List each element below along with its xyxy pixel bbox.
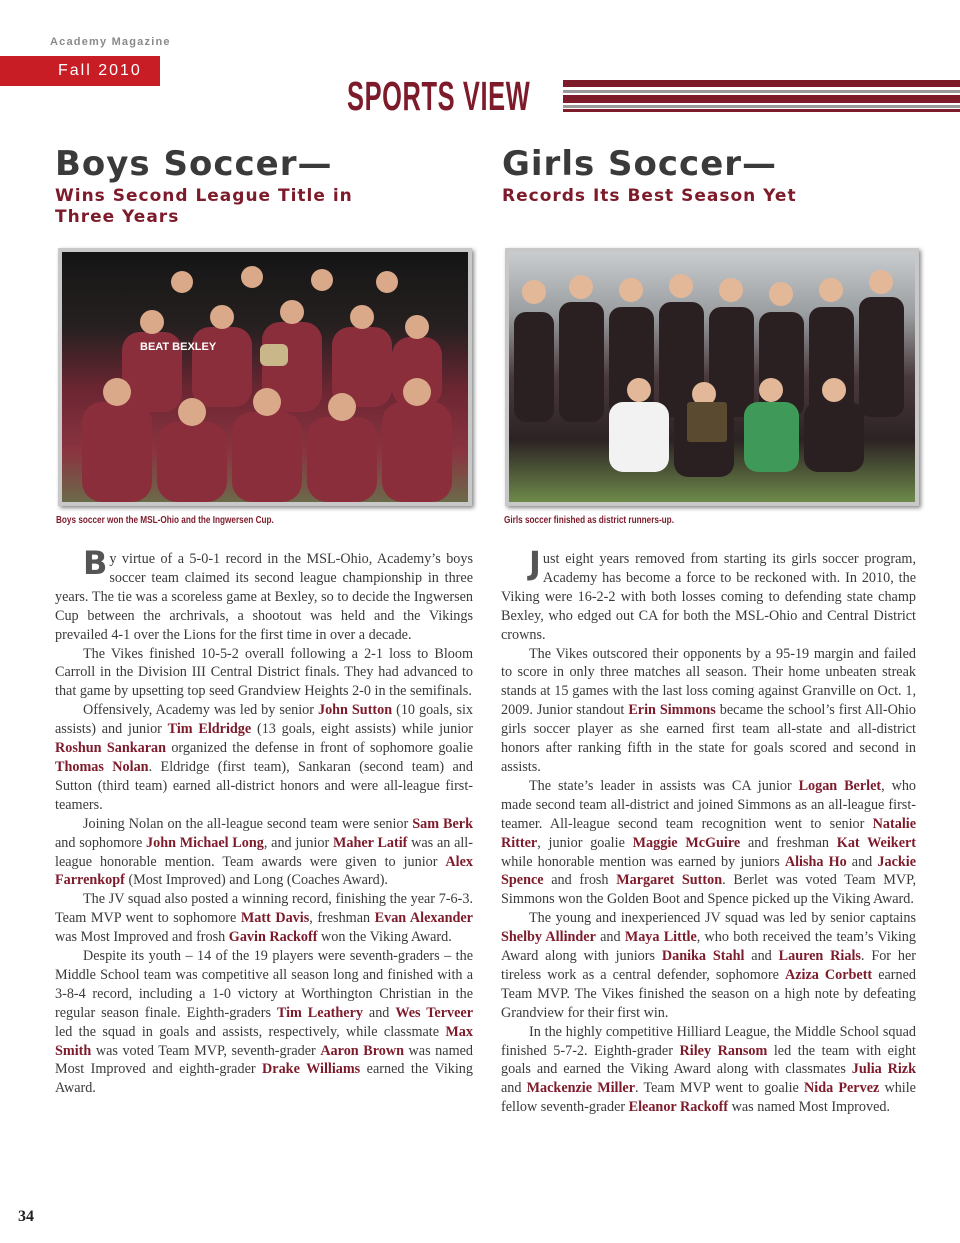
player-name: Kat Weikert	[836, 834, 917, 851]
player-name: Danika Stahl	[661, 948, 745, 965]
player-name: Shelby Allinder	[501, 929, 596, 946]
player-name: Riley Ransom	[679, 1042, 768, 1059]
boys-photo-caption: Boys soccer won the MSL-Ohio and the Ingwersen Cup.	[56, 515, 274, 526]
girls-article-header	[502, 140, 922, 207]
player-name: Margaret Sutton	[616, 872, 723, 889]
season-banner: Fall 2010	[0, 56, 160, 86]
player-name: Sam Berk	[412, 815, 473, 832]
girls-paragraph-5: In the highly competitive Hilliard League, the Middle School squad finished 5-7-2. Eighth-grader Riley Ransom led the team with eight goals and earned the Viking Award along with classmates Julia Rizk and Mackenzie Miller. Team MVP went to goalie Nida Pervez while fellow seventh-grader Eleanor Rackoff was named Most Improved.	[501, 1023, 916, 1116]
boys-paragraph-3: Offensively, Academy was led by senior John Sutton (10 goals, six assists) and junior Tim Eldridge (13 goals, eight assists) while junior Roshun Sankaran organized the defense in front of sophomore goalie Thomas Nolan. Eldridge (first team), Sankaran (second team) and Sutton (third team) earned all-district honors and were all-league first-teamers.	[55, 702, 474, 813]
boys-team-photo	[58, 248, 472, 506]
player-name: John Sutton	[317, 702, 393, 719]
player-name: Thomas Nolan	[55, 758, 149, 775]
player-name: Wes Terveer	[395, 1004, 473, 1021]
player-name: Drake Williams	[262, 1061, 361, 1078]
girls-paragraph-3: The state’s leader in assists was CA junior Logan Berlet, who made second team all-district and joined Simmons as an all-league first-teamer. All-league second team recognition went to senior Natalie Ritter, junior goalie Maggie McGuire and freshman Kat Weikert while honorable mention was earned by juniors Alisha Ho and Jackie Spence and frosh Margaret Sutton. Berlet was voted Team MVP, Simmons won the Golden Boot and Spence picked up the Viking Award.	[501, 777, 917, 908]
player-name: Max Smith	[55, 1023, 473, 1059]
player-name: Aaron Brown	[320, 1042, 404, 1059]
girls-paragraph-1: Just eight years removed from starting its girls soccer program, Academy has become a force to be reckoned with. In 2010, the Viking were 16-2-2 with both losses coming to defending state champ Bexley, who edged out CA for both the MSL-Ohio and Central District crowns.	[501, 544, 916, 643]
girls-headline: Girls Soccer—	[502, 144, 778, 184]
boys-paragraph-4: Joining Nolan on the all-league second team were senior Sam Berk and sophomore John Michael Long, and junior Maher Latif was an all-league honorable mention. Team awards were given to junior Alex Farrenkopf (Most Improved) and Long (Coaches Award).	[55, 815, 473, 889]
player-name: Gavin Rackoff	[228, 929, 318, 946]
player-name: Roshun Sankaran	[55, 740, 166, 757]
player-name: Maya Little	[624, 929, 697, 946]
boys-subhead: Wins Second League Title in Three Years	[55, 186, 353, 227]
player-name: Eleanor Rackoff	[628, 1099, 729, 1116]
player-name: Julia Rizk	[851, 1061, 916, 1078]
boys-headline: Boys Soccer—	[55, 144, 333, 184]
girls-article-body	[501, 544, 917, 1117]
player-name: Jackie Spence	[501, 853, 916, 889]
player-name: Erin Simmons	[628, 702, 716, 719]
section-title: SPORTS VIEW	[347, 73, 531, 119]
girls-photo-caption: Girls soccer finished as district runners-up.	[504, 515, 674, 526]
player-name: Maher Latif	[333, 834, 408, 851]
player-name: Maggie McGuire	[632, 834, 741, 851]
player-name: Mackenzie Miller	[526, 1080, 635, 1097]
player-name: Alex Farrenkopf	[55, 853, 473, 889]
boys-drop-cap: B	[83, 544, 108, 582]
girls-team-photo	[505, 248, 919, 506]
player-name: Aziza Corbett	[784, 966, 873, 983]
beat-bexley-banner: BEAT BEXLEY	[140, 341, 217, 353]
boys-paragraph-1: By virtue of a 5-0-1 record in the MSL-Ohio, Academy’s boys soccer team claimed its second league championship in three years. The tie was a scoreless game at Bexley, so to decide the Ingwersen Cup between the archrivals, a shootout was held and the Vikings prevailed 4-1 over the Lions for the first time in over a decade.	[55, 544, 473, 643]
boys-paragraph-5: The JV squad also posted a winning record, finishing the year 7-6-3. Team MVP went to sophomore Matt Davis, freshman Evan Alexander was Most Improved and frosh Gavin Rackoff won the Viking Award.	[55, 891, 473, 946]
player-name: Tim Leathery	[276, 1004, 363, 1021]
player-name: Natalie Ritter	[501, 815, 916, 851]
page-number: 34	[18, 1208, 34, 1225]
player-name: Lauren Rials	[778, 948, 861, 965]
boys-paragraph-6: Despite its youth – 14 of the 19 players were seventh-graders – the Middle School team was competitive all season long and finished with a 3-8-4 record, including a 1-0 victory at Worthington Christian in the regular season finale. Eighth-graders Tim Leathery and Wes Terveer led the squad in goals and assists, respectively, while classmate Max Smith was voted Team MVP, seventh-grader Aaron Brown was named Most Improved and eighth-grader Drake Williams earned the Viking Award.	[55, 948, 473, 1097]
player-name: Evan Alexander	[374, 910, 473, 927]
girls-paragraph-4: The young and inexperienced JV squad was led by senior captains Shelby Allinder and Maya Little, who both received the team’s Viking Award along with juniors Danika Stahl and Lauren Rials. For her tireless work as a central defender, sophomore Aziza Corbett earned Team MVP. The Vikes finished the season on a high note by defeating Grandview for their first win.	[501, 910, 916, 1021]
player-name: Alisha Ho	[784, 853, 847, 870]
girls-drop-cap: J	[529, 544, 541, 582]
header-stripes	[563, 80, 960, 112]
boys-article-header	[55, 140, 475, 228]
player-name: Logan Berlet	[798, 777, 882, 794]
girls-paragraph-2: The Vikes outscored their opponents by a 95-19 margin and failed to score in only three matches all season. Their home unbeaten streak stands at 15 games with the last loss coming against Granville on Oct. 1, 2009. Junior standout Erin Simmons became the school’s first All-Ohio girls soccer player as she earned first team all-state and all-district honors after ranking fifth in the state for goals scored and second in assists.	[501, 645, 917, 775]
magazine-name: Academy Magazine	[50, 36, 171, 48]
player-name: John Michael Long	[146, 834, 264, 851]
player-name: Matt Davis	[240, 910, 310, 927]
boys-paragraph-2: The Vikes finished 10-5-2 overall following a 2-1 loss to Bloom Carroll in the Division III Central District finals. They had advanced to that game by upsetting top seed Grandview Heights 2-0 in the semifinals.	[55, 645, 473, 700]
boys-article-body	[55, 544, 474, 1098]
girls-subhead: Records Its Best Season Yet	[502, 186, 797, 206]
player-name: Tim Eldridge	[167, 721, 252, 738]
player-name: Nida Pervez	[804, 1080, 880, 1097]
